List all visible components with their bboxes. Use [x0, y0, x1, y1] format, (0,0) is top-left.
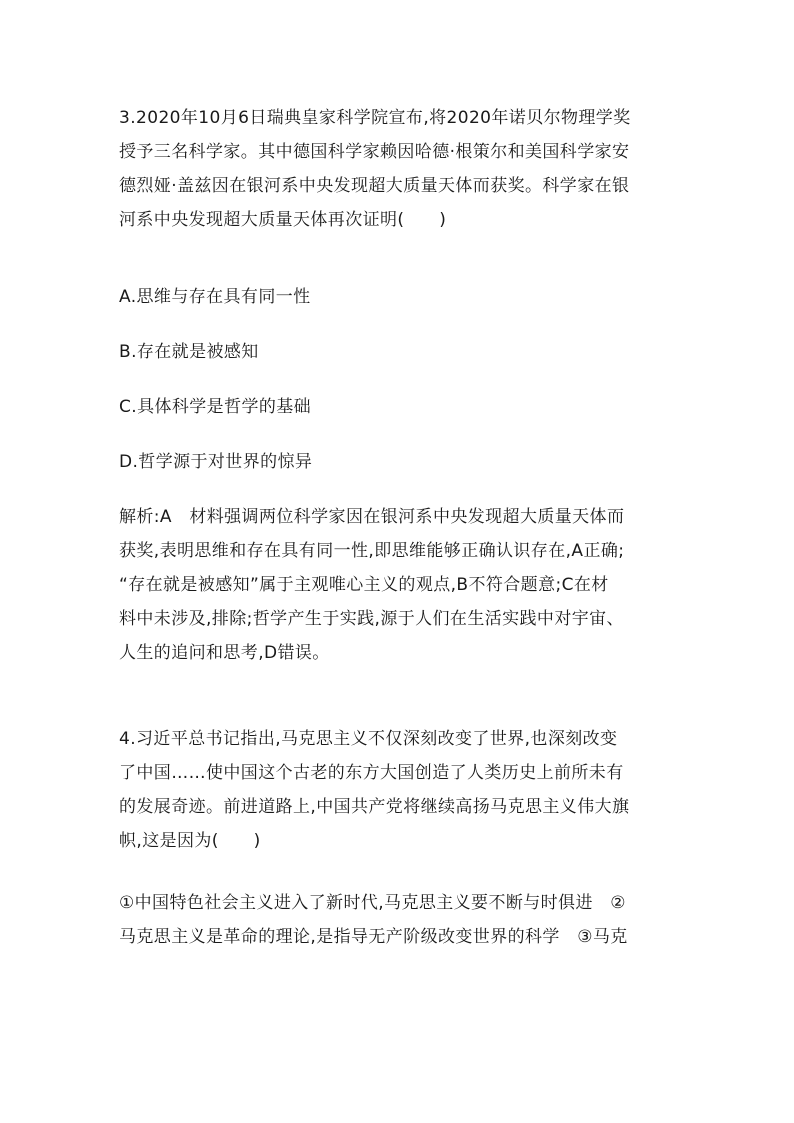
question-4-line: 的发展奇迹。前进道路上,中国共产党将继续高扬马克思主义伟大旗: [119, 797, 630, 817]
question-3-line: 河系中央发现超大质量天体再次证明( ): [119, 210, 447, 230]
option-c: C.具体科学是哲学的基础: [119, 397, 312, 417]
analysis-line: 料中未涉及,排除;哲学产生于实践,源于人们在生活实践中对宇宙、: [119, 609, 624, 629]
option-b: B.存在就是被感知: [119, 342, 259, 362]
option-d: D.哲学源于对世界的惊异: [119, 452, 313, 472]
analysis-line: 获奖,表明思维和存在具有同一性,即思维能够正确认识存在,A正确;: [119, 541, 625, 561]
analysis-line: “存在就是被感知”属于主观唯心主义的观点,B不符合题意;C在材: [119, 575, 609, 595]
question-4-line: 帜,这是因为( ): [119, 831, 261, 851]
question-3-line: 授予三名科学家。其中德国科学家赖因哈德·根策尔和美国科学家安: [119, 142, 630, 162]
question-4-item-line: ①中国特色社会主义进入了新时代,马克思主义要不断与时俱进 ②: [119, 893, 626, 913]
option-a: A.思维与存在具有同一性: [119, 287, 311, 307]
analysis-line: 解析:A 材料强调两位科学家因在银河系中央发现超大质量天体而: [119, 507, 625, 527]
question-4-items: [119, 886, 679, 954]
analysis-line: 人生的追问和思考,D错误。: [119, 643, 330, 663]
question-4-stem: [119, 722, 679, 858]
question-4-line: 4.习近平总书记指出,马克思主义不仅深刻改变了世界,也深刻改变: [119, 729, 618, 749]
question-3-analysis: [119, 500, 679, 670]
question-4-line: 了中国……使中国这个古老的东方大国创造了人类历史上前所未有: [119, 763, 624, 783]
question-3-line: 3.2020年10月6日瑞典皇家科学院宣布,将2020年诺贝尔物理学奖: [119, 108, 631, 128]
question-4-item-line: 马克思主义是革命的理论,是指导无产阶级改变世界的科学 ③马克: [119, 927, 628, 947]
question-3-line: 德烈娅·盖兹因在银河系中央发现超大质量天体而获奖。科学家在银: [119, 176, 630, 196]
question-3-stem: [119, 101, 679, 237]
